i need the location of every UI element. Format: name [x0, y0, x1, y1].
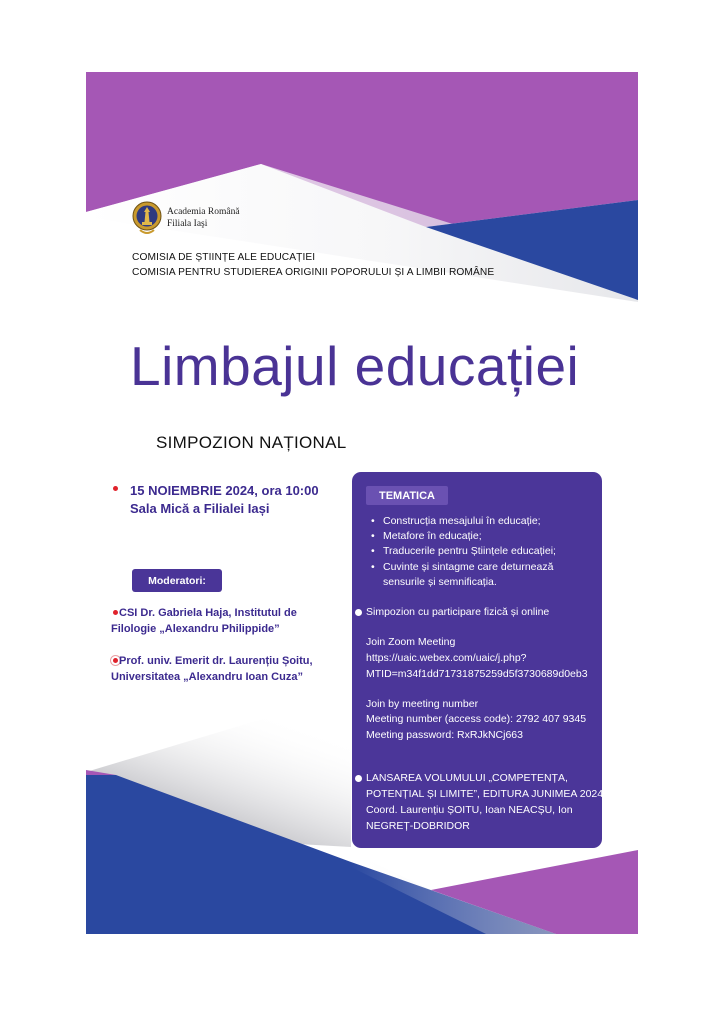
commission-origins: COMISIA PENTRU STUDIEREA ORIGINII POPORULUI ȘI A LIMBII ROMÂNE [132, 267, 495, 278]
launch-line2: POTENȚIAL ȘI LIMITE”, EDITURA JUNIMEA 2024 [366, 788, 604, 800]
topic-item: • Traducerile pentru Științele educației; [371, 544, 596, 559]
bullet-dot [355, 609, 362, 616]
zoom-heading: Join Zoom Meeting [366, 636, 456, 648]
zoom-url-line1[interactable]: https://uaic.webex.com/uaic/j.php? [366, 652, 527, 664]
launch-line3: Coord. Laurențiu ȘOITU, Ioan NEACȘU, Ion [366, 804, 573, 816]
moderators-label: Moderatori: [132, 569, 222, 592]
moderator-2-line2: Universitatea „Alexandru Ioan Cuza” [111, 671, 303, 683]
launch-line4: NEGREȚ-DOBRIDOR [366, 820, 470, 832]
academy-logo [132, 200, 240, 236]
commission-education: COMISIA DE ȘTIINȚE ALE EDUCAȚIEI [132, 252, 316, 263]
page-title: Limbajul educației [130, 335, 580, 397]
poster [86, 72, 638, 934]
academy-name: Academia Română [167, 207, 240, 217]
meeting-heading: Join by meeting number [366, 698, 479, 710]
meeting-number: Meeting number (access code): 2792 407 9345 [366, 713, 587, 725]
topics-list [371, 514, 596, 590]
moderator-1-line2: Filologie „Alexandru Philippide” [111, 623, 280, 635]
topic-item: • Metafore în educație; [371, 529, 596, 544]
zoom-url-line2[interactable]: MTID=m34f1dd71731875259d5f3730689d0eb3 [366, 668, 588, 680]
event-format: Simpozion cu participare fizică și online [366, 606, 550, 618]
topic-item: • Construcția mesajului în educație; [371, 514, 596, 529]
bullet-dot [113, 486, 118, 491]
bullet-dot [355, 775, 362, 782]
academy-seal-icon [132, 200, 162, 236]
event-venue: Sala Mică a Filialei Iași [130, 501, 270, 516]
meeting-password: Meeting password: RxRJkNCj663 [366, 729, 523, 741]
moderator-1 [111, 605, 297, 637]
topic-item: • Cuvinte și sintagme care deturnează sensurile și semnificația. [371, 560, 596, 590]
tematica-label: TEMATICA [366, 486, 448, 505]
moderator-2 [111, 653, 313, 685]
info-panel [352, 472, 602, 848]
launch-line1: LANSAREA VOLUMULUI „COMPETENȚA, [366, 772, 568, 784]
subtitle: SIMPOZION NAȚIONAL [156, 433, 347, 452]
moderator-2-line1: Prof. univ. Emerit dr. Laurențiu Șoitu, [119, 655, 313, 667]
event-date: 15 NOIEMBRIE 2024, ora 10:00 [130, 483, 319, 498]
moderator-1-line1: CSI Dr. Gabriela Haja, Institutul de [119, 607, 297, 619]
academy-branch: Filiala Iaşi [167, 219, 208, 229]
